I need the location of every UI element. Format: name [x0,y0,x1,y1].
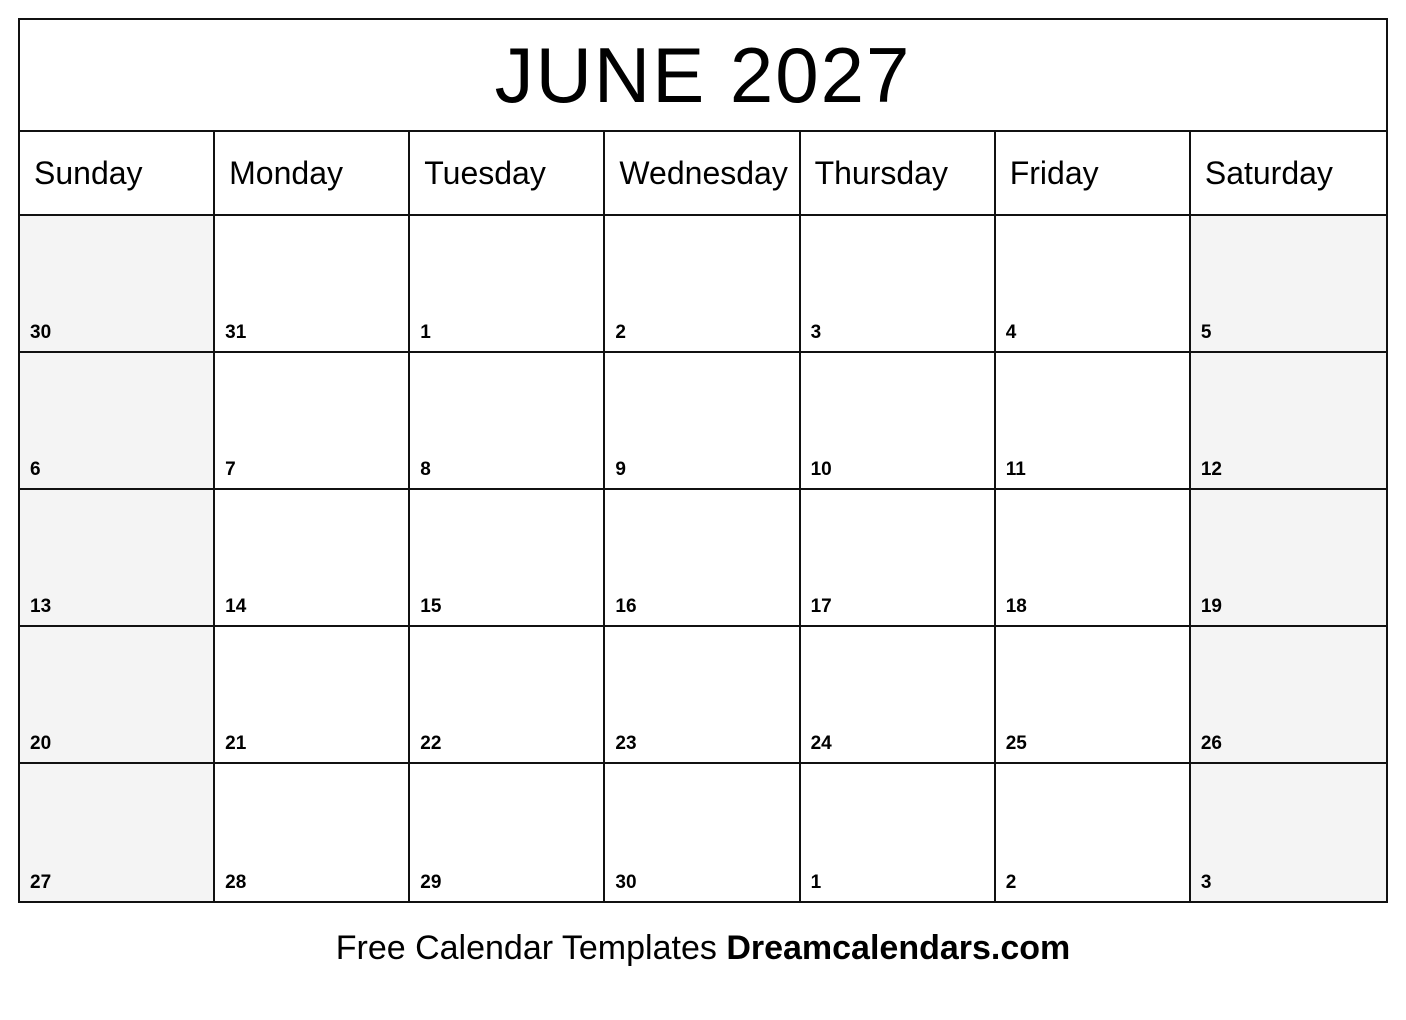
day-number: 5 [1200,322,1212,343]
day-number: 1 [810,872,822,893]
calendar-week-row [20,764,1386,901]
day-number: 20 [30,733,52,754]
day-cell[interactable] [20,216,215,351]
weekday-friday: Friday [996,132,1191,214]
day-number: 29 [420,872,442,893]
day-cell[interactable] [215,764,410,901]
weekday-tuesday: Tuesday [410,132,605,214]
day-number: 21 [225,733,247,754]
calendar-week-row [20,627,1386,764]
day-number: 31 [225,322,247,343]
day-cell[interactable] [996,353,1191,488]
day-cell[interactable] [605,353,800,488]
day-cell[interactable] [605,764,800,901]
day-cell[interactable] [801,353,996,488]
day-number: 27 [30,872,52,893]
day-cell[interactable] [20,490,215,625]
footer-free-text: Free Calendar Templates [335,929,727,967]
day-number: 6 [30,459,41,480]
day-number: 19 [1200,596,1222,617]
day-cell[interactable] [996,490,1191,625]
day-cell[interactable] [215,353,410,488]
day-cell[interactable] [996,216,1191,351]
day-cell[interactable] [996,764,1191,901]
weekday-sunday: Sunday [20,132,215,214]
day-cell[interactable] [410,627,605,762]
day-number: 1 [420,322,431,343]
day-cell[interactable] [410,764,605,901]
day-cell[interactable] [1191,353,1386,488]
weekday-monday: Monday [215,132,410,214]
day-number: 30 [30,322,52,343]
day-number: 17 [810,596,832,617]
day-cell[interactable] [410,490,605,625]
day-number: 18 [1005,596,1027,617]
calendar-weeks [20,216,1386,901]
day-number: 8 [420,459,431,480]
day-number: 23 [615,733,637,754]
day-number: 4 [1005,322,1017,343]
day-cell[interactable] [1191,764,1386,901]
day-number: 3 [1200,872,1212,893]
day-cell[interactable] [410,353,605,488]
day-number: 28 [225,872,247,893]
day-cell[interactable] [215,627,410,762]
day-number: 7 [225,459,236,480]
footer-brand[interactable]: Dreamcalendars.com [726,929,1071,967]
calendar-table [18,18,1388,903]
day-number: 9 [615,459,626,480]
day-cell[interactable] [801,627,996,762]
weekday-saturday: Saturday [1191,132,1386,214]
day-cell[interactable] [215,490,410,625]
day-number: 11 [1005,459,1026,480]
day-number: 13 [30,596,52,617]
day-cell[interactable] [996,627,1191,762]
day-cell[interactable] [20,627,215,762]
calendar-week-row [20,490,1386,627]
day-cell[interactable] [1191,490,1386,625]
day-number: 25 [1005,733,1027,754]
day-cell[interactable] [801,490,996,625]
day-cell[interactable] [215,216,410,351]
day-number: 30 [615,872,637,893]
calendar-week-row [20,216,1386,353]
day-number: 14 [225,596,247,617]
day-cell[interactable] [605,216,800,351]
weekday-thursday: Thursday [801,132,996,214]
day-number: 24 [810,733,832,754]
weekday-wednesday: Wednesday [605,132,800,214]
day-cell[interactable] [20,353,215,488]
calendar-title-row [20,20,1386,132]
day-number: 3 [810,322,822,343]
day-cell[interactable] [605,627,800,762]
day-number: 15 [420,596,442,617]
weekday-header-row [20,132,1386,216]
day-cell[interactable] [20,764,215,901]
day-cell[interactable] [1191,216,1386,351]
day-number: 16 [615,596,637,617]
day-cell[interactable] [410,216,605,351]
day-number: 2 [1005,872,1017,893]
day-number: 12 [1200,459,1222,480]
day-cell[interactable] [801,764,996,901]
day-number: 22 [420,733,442,754]
day-number: 2 [615,322,626,343]
footer [0,928,1406,969]
page-title: JUNE 2027 [494,31,912,119]
calendar-week-row [20,353,1386,490]
day-cell[interactable] [605,490,800,625]
day-number: 26 [1200,733,1222,754]
day-cell[interactable] [801,216,996,351]
day-number: 10 [810,459,832,480]
day-cell[interactable] [1191,627,1386,762]
